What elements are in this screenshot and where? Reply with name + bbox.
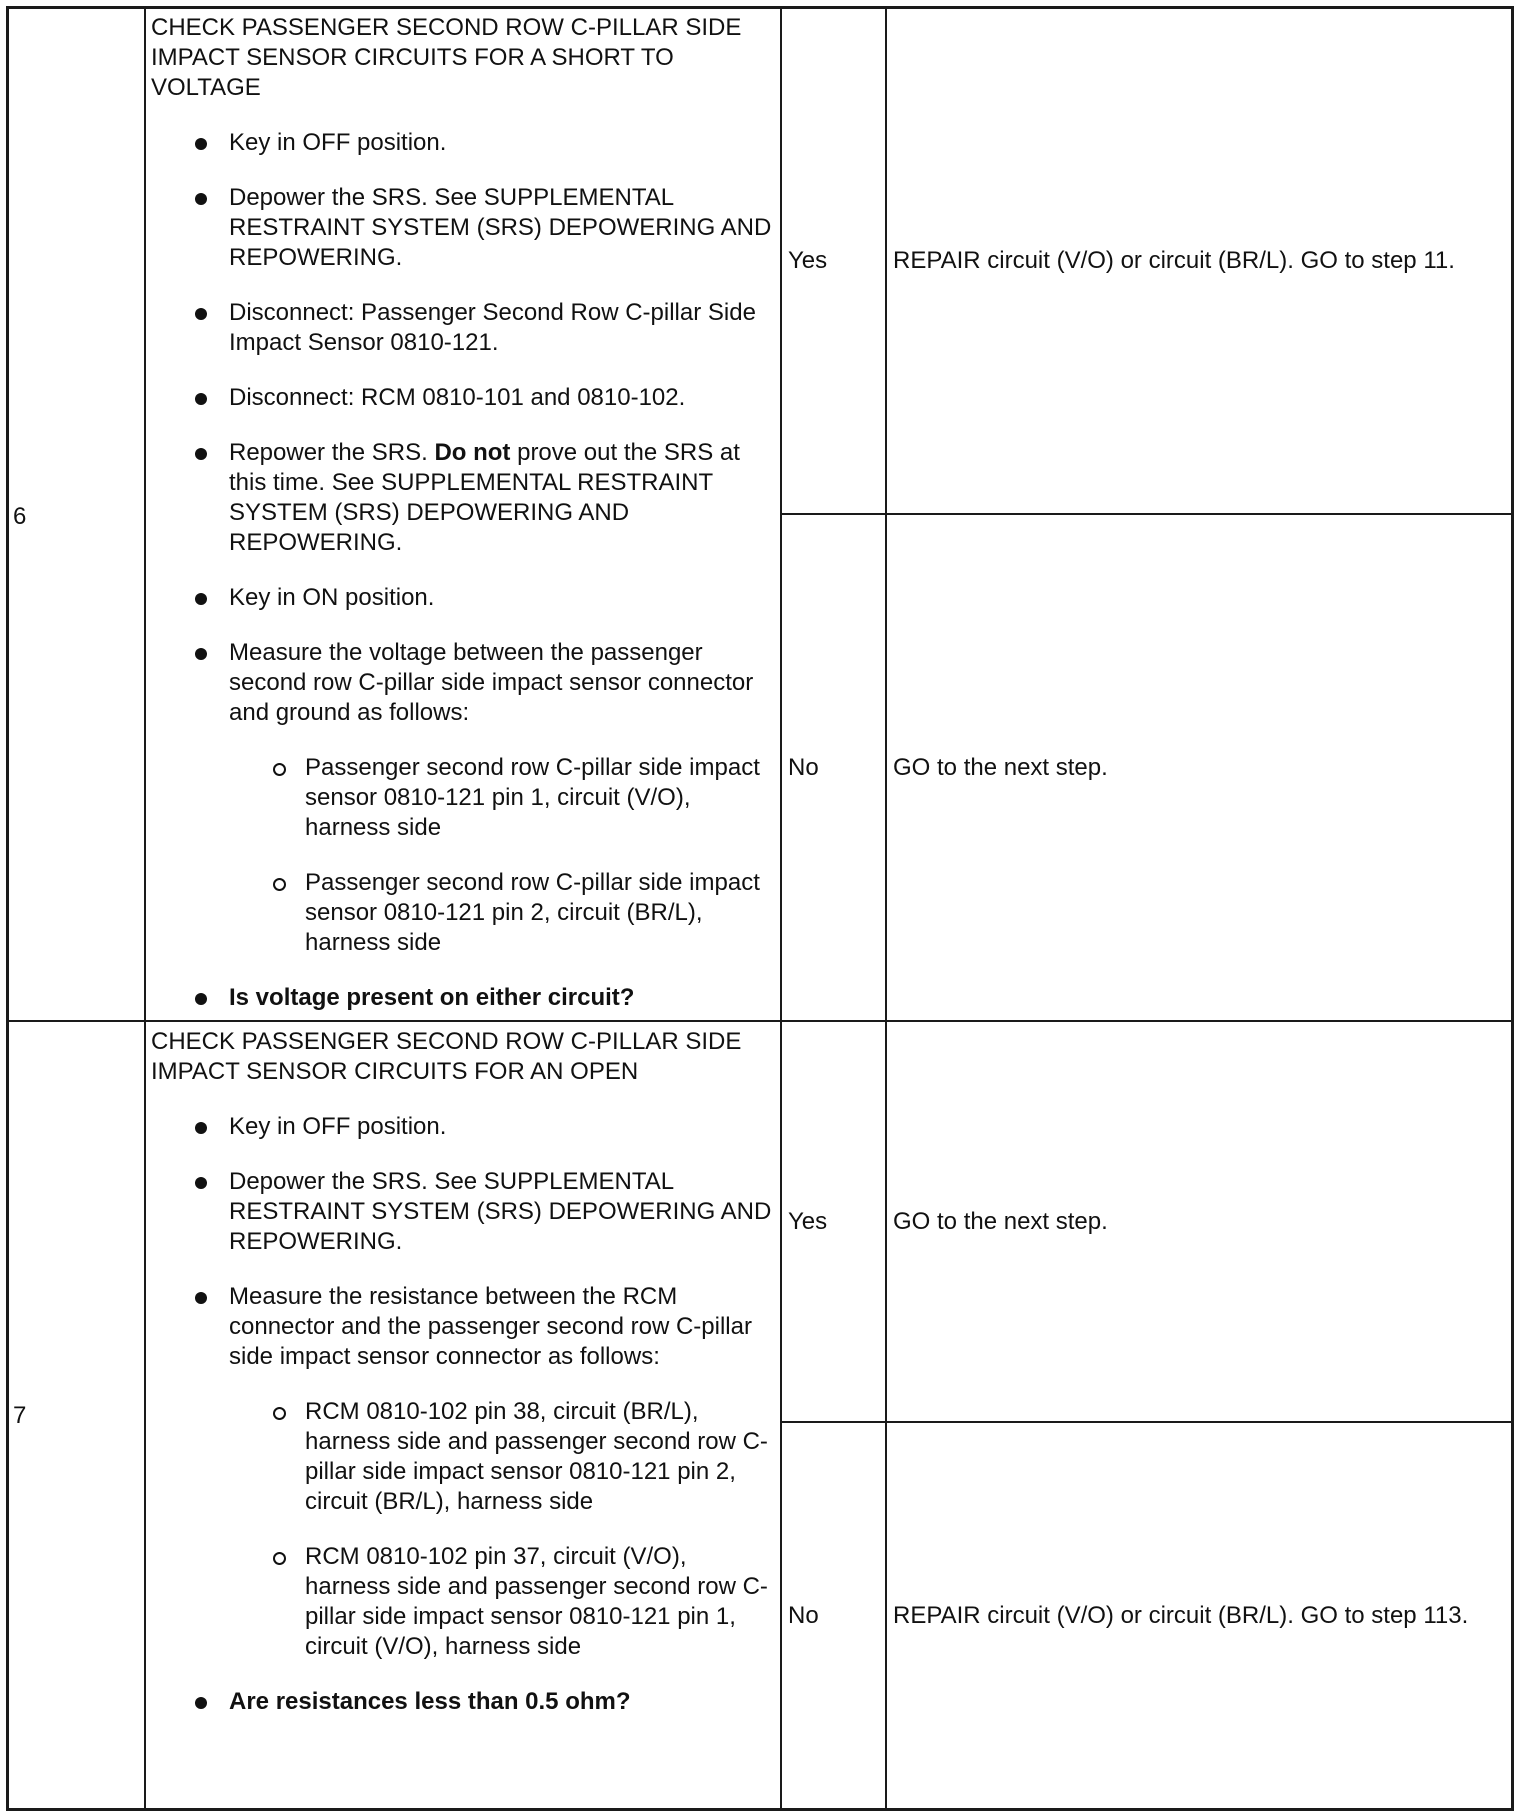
- measurement-list: [151, 1397, 776, 1662]
- answer-no: No: [788, 753, 819, 781]
- instruction-emphasis: Do not: [434, 439, 511, 466]
- instruction-text: Key in ON position.: [229, 584, 435, 611]
- instruction-item: [151, 383, 776, 413]
- ring-bullet-icon: [273, 878, 286, 891]
- measurement-item: [151, 868, 776, 958]
- instruction-item: [151, 638, 776, 728]
- bullet-icon: [195, 1292, 207, 1304]
- action-no: REPAIR circuit (V/O) or circuit (BR/L). GO to step 113.: [893, 1601, 1469, 1629]
- instruction-text: Key in OFF position.: [229, 129, 447, 156]
- instruction-text: Measure the voltage between the passenger second row C-pillar side impact sensor connector and ground as follows:: [229, 639, 754, 726]
- instruction-item: [151, 298, 776, 358]
- measurement-text: RCM 0810-102 pin 37, circuit (V/O), harness side and passenger second row C-pillar side impact sensor 0810-121 pin 1, circuit (V/O), harness side: [305, 1543, 768, 1660]
- measurement-text: Passenger second row C-pillar side impact sensor 0810-121 pin 2, circuit (BR/L), harness side: [305, 869, 760, 956]
- instruction-list: [151, 1112, 776, 1372]
- measurement-list: [151, 753, 776, 958]
- instruction-item: [151, 583, 776, 613]
- bullet-icon: [195, 308, 207, 320]
- instruction-item: [151, 128, 776, 158]
- measurement-text: RCM 0810-102 pin 38, circuit (BR/L), harness side and passenger second row C-pillar side impact sensor 0810-121 pin 2, circuit (BR/L), harness side: [305, 1398, 768, 1515]
- instruction-text: Depower the SRS. See SUPPLEMENTAL RESTRAINT SYSTEM (SRS) DEPOWERING AND REPOWERING.: [229, 1168, 772, 1255]
- answer-yes: Yes: [788, 247, 828, 274]
- measurement-item: [151, 1397, 776, 1517]
- bullet-icon: [195, 193, 207, 205]
- instruction-text: Disconnect: Passenger Second Row C-pillar Side Impact Sensor 0810-121.: [229, 299, 756, 356]
- step-instructions: [151, 13, 776, 1013]
- instruction-text: Measure the resistance between the RCM connector and the passenger second row C-pillar side impact sensor connector as follows:: [229, 1283, 752, 1370]
- instruction-list: [151, 128, 776, 728]
- table-border-left: [6, 6, 9, 1811]
- question-list: [151, 1687, 776, 1717]
- bullet-icon: [195, 648, 207, 660]
- question-item: [151, 1687, 776, 1717]
- bullet-icon: [195, 1122, 207, 1134]
- bullet-icon: [195, 1177, 207, 1189]
- bullet-icon: [195, 393, 207, 405]
- instruction-item: [151, 1282, 776, 1372]
- step-instructions: [151, 1027, 776, 1717]
- ring-bullet-icon: [273, 1552, 286, 1565]
- answer-yes: Yes: [788, 1207, 828, 1235]
- question-text: Is voltage present on either circuit?: [229, 984, 635, 1011]
- ring-bullet-icon: [273, 1407, 286, 1420]
- instruction-text: Key in OFF position.: [229, 1113, 447, 1140]
- action-yes: REPAIR circuit (V/O) or circuit (BR/L). GO to step 11.: [893, 247, 1455, 274]
- instruction-text: prove out the SRS at this time. See SUPPLEMENTAL RESTRAINT SYSTEM (SRS) DEPOWERING AND REPOWERING.: [229, 439, 740, 556]
- bullet-icon: [195, 448, 207, 460]
- bullet-icon: [195, 593, 207, 605]
- step-number: 7: [13, 1402, 27, 1429]
- step-number: 6: [13, 503, 27, 530]
- question-text: Are resistances less than 0.5 ohm?: [229, 1688, 631, 1715]
- instruction-item-repower: [151, 438, 776, 558]
- question-item: [151, 983, 776, 1013]
- instruction-text: Repower the SRS.: [229, 439, 435, 466]
- instruction-text: Disconnect: RCM 0810-101 and 0810-102.: [229, 384, 686, 411]
- action-yes: GO to the next step.: [893, 1207, 1108, 1235]
- measurement-item: [151, 1542, 776, 1662]
- bullet-icon: [195, 993, 207, 1005]
- instruction-item: [151, 183, 776, 273]
- step-title: CHECK PASSENGER SECOND ROW C-PILLAR SIDE IMPACT SENSOR CIRCUITS FOR A SHORT TO VOLTAGE: [151, 14, 742, 101]
- action-no: GO to the next step.: [893, 753, 1108, 781]
- answer-no: No: [788, 1601, 819, 1629]
- instruction-item: [151, 1112, 776, 1142]
- instruction-item: [151, 1167, 776, 1257]
- measurement-item: [151, 753, 776, 843]
- table-border-right: [1511, 6, 1514, 1811]
- ring-bullet-icon: [273, 763, 286, 776]
- bullet-icon: [195, 138, 207, 150]
- measurement-text: Passenger second row C-pillar side impact sensor 0810-121 pin 1, circuit (V/O), harness side: [305, 754, 760, 841]
- bullet-icon: [195, 1697, 207, 1709]
- step-title: CHECK PASSENGER SECOND ROW C-PILLAR SIDE IMPACT SENSOR CIRCUITS FOR AN OPEN: [151, 1028, 742, 1085]
- table-border-bottom: [6, 1808, 1514, 1811]
- instruction-text: Depower the SRS. See SUPPLEMENTAL RESTRAINT SYSTEM (SRS) DEPOWERING AND REPOWERING.: [229, 184, 772, 271]
- column-divider-step: [144, 6, 146, 1811]
- question-list: [151, 983, 776, 1013]
